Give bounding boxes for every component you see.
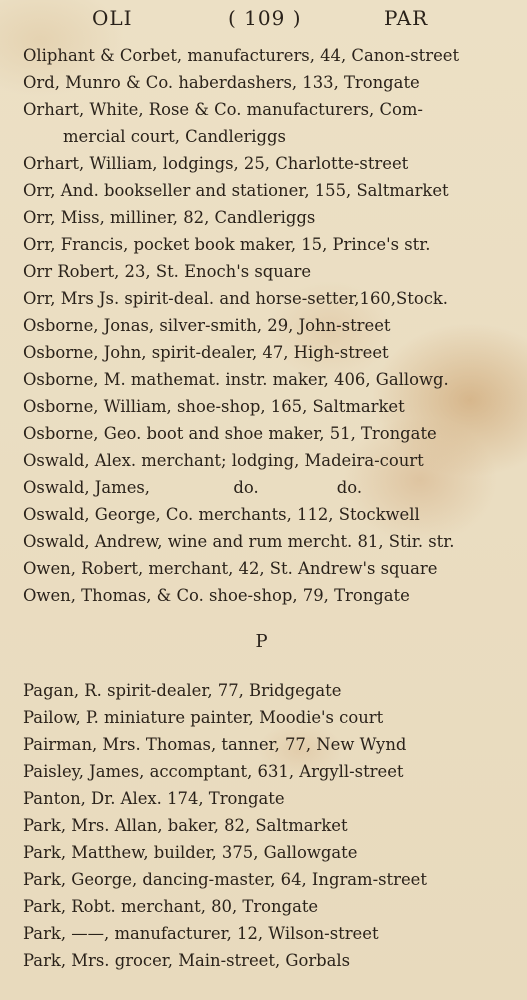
entry: Osborne, M. mathemat. instr. maker, 406, Gallowg. bbox=[23, 370, 449, 389]
entry: Park, George, dancing-master, 64, Ingram-street bbox=[23, 870, 427, 889]
entry: Pailow, P. miniature painter, Moodie's court bbox=[23, 708, 384, 727]
entry: Osborne, Geo. boot and shoe maker, 51, Trongate bbox=[23, 424, 437, 443]
entry: Osborne, William, shoe-shop, 165, Saltmarket bbox=[23, 397, 405, 416]
entry: Park, Matthew, builder, 375, Gallowgate bbox=[23, 843, 358, 862]
entry-continuation: mercial court, Candleriggs bbox=[63, 127, 286, 146]
page-number: ( 109 ) bbox=[228, 6, 302, 30]
section-heading-p: P bbox=[255, 631, 268, 652]
entry: Owen, Robert, merchant, 42, St. Andrew's square bbox=[23, 559, 438, 578]
entry: Park, Mrs. grocer, Main-street, Gorbals bbox=[23, 951, 351, 970]
entry: Orhart, White, Rose & Co. manufacturers, Com- bbox=[23, 100, 423, 119]
entry: Oswald, Alex. merchant; lodging, Madeira-court bbox=[23, 451, 424, 470]
entry: Orhart, William, lodgings, 25, Charlotte-street bbox=[23, 154, 409, 173]
entry: Oliphant & Corbet, manufacturers, 44, Canon-street bbox=[23, 46, 460, 65]
entry: Oswald, George, Co. merchants, 112, Stockwell bbox=[23, 505, 420, 524]
running-head-right: PAR bbox=[384, 6, 429, 30]
entry: Orr, Francis, pocket book maker, 15, Prince's str. bbox=[23, 235, 431, 254]
entry: Panton, Dr. Alex. 174, Trongate bbox=[23, 789, 285, 808]
entry: Oswald, James, do. do. bbox=[23, 478, 363, 497]
entry: Osborne, John, spirit-dealer, 47, High-street bbox=[23, 343, 389, 362]
entry: Park, ——, manufacturer, 12, Wilson-street bbox=[23, 924, 379, 943]
entry: Orr, Miss, milliner, 82, Candleriggs bbox=[23, 208, 316, 227]
entry: Orr, And. bookseller and stationer, 155, Saltmarket bbox=[23, 181, 449, 200]
entry: Pairman, Mrs. Thomas, tanner, 77, New Wynd bbox=[23, 735, 407, 754]
entry: Park, Robt. merchant, 80, Trongate bbox=[23, 897, 319, 916]
page-header bbox=[0, 6, 527, 36]
entry: Owen, Thomas, & Co. shoe-shop, 79, Trongate bbox=[23, 586, 410, 605]
entry: Oswald, Andrew, wine and rum mercht. 81, Stir. str. bbox=[23, 532, 455, 551]
directory-entries bbox=[23, 42, 508, 974]
entry: Osborne, Jonas, silver-smith, 29, John-street bbox=[23, 316, 391, 335]
entry: Ord, Munro & Co. haberdashers, 133, Trongate bbox=[23, 73, 420, 92]
entry: Orr Robert, 23, St. Enoch's square bbox=[23, 262, 312, 281]
entry: Orr, Mrs Js. spirit-deal. and horse-setter,160,Stock. bbox=[23, 289, 449, 308]
running-head-left: OLI bbox=[92, 6, 133, 30]
entry: Park, Mrs. Allan, baker, 82, Saltmarket bbox=[23, 816, 348, 835]
entry: Pagan, R. spirit-dealer, 77, Bridgegate bbox=[23, 681, 342, 700]
entry: Paisley, James, accomptant, 631, Argyll-street bbox=[23, 762, 404, 781]
